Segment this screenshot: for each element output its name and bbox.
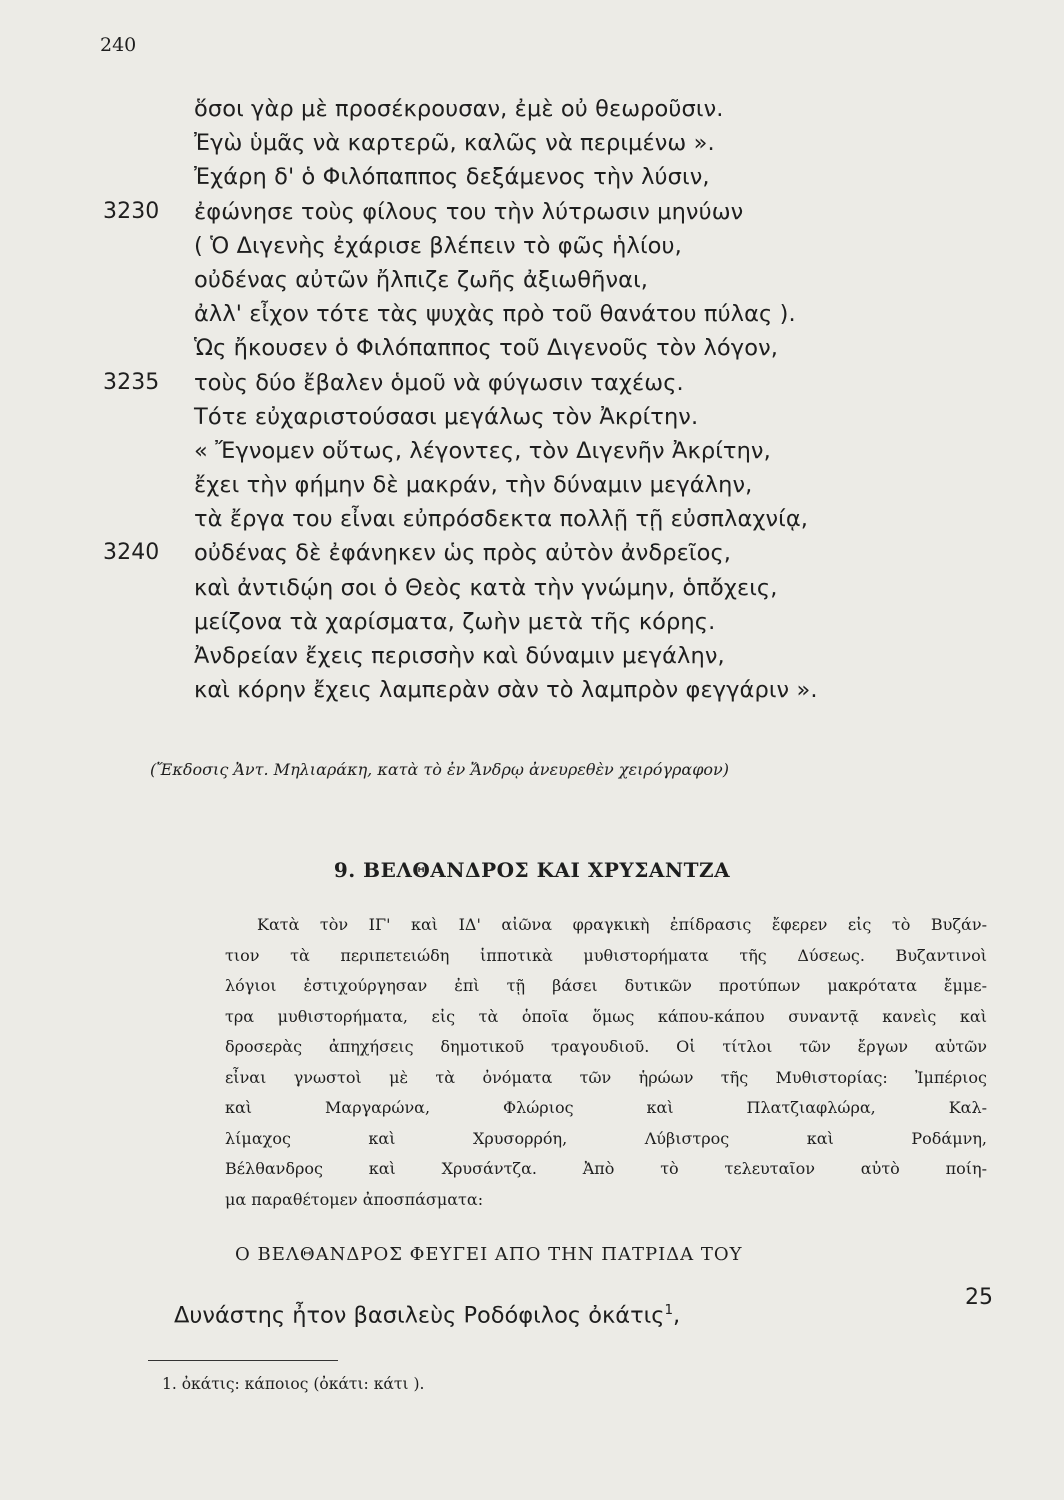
verse-line xyxy=(194,502,954,536)
verse-line xyxy=(194,297,954,331)
intro-line: λόγιοι ἐστιχούργησαν ἐπὶ τῇ βάσει δυτικῶν προτύπων μακρότατα ἔμμε- xyxy=(225,976,987,995)
footnote-divider xyxy=(148,1360,338,1361)
footnote-marker: 1 xyxy=(664,1302,674,1318)
verse-line xyxy=(194,434,954,468)
intro-line: τρα μυθιστορήματα, εἰς τὰ ὁποῖα ὅμως κάπου-κάπου συναντᾷ κανεὶς καὶ xyxy=(225,1006,987,1026)
final-verse-tail: , xyxy=(673,1302,681,1329)
verse-text: ἔχει τὴν φήμην δὲ μακράν, τὴν δύναμιν μεγάλην, xyxy=(194,472,753,499)
intro-line: καὶ Μαργαρώνα, Φλώριος καὶ Πλατζιαφλώρα, Καλ- xyxy=(225,1098,987,1117)
intro-line: εἶναι γνωστοὶ μὲ τὰ ὀνόματα τῶν ἡρώων τῆς Μυθιστορίας: Ἰμπέριος xyxy=(225,1067,987,1087)
verse-line xyxy=(194,331,954,365)
verse-line xyxy=(194,400,954,434)
intro-paragraph xyxy=(225,910,987,1215)
verse-line xyxy=(194,673,954,707)
verse-text: ὅσοι γὰρ μὲ προσέκρουσαν, ἐμὲ οὐ θεωροῦσιν. xyxy=(194,96,724,122)
verse-text: τὰ ἔργα του εἶναι εὐπρόσδεκτα πολλῇ τῇ εὐσπλαχνίᾳ, xyxy=(194,506,809,533)
verse-line xyxy=(194,639,954,673)
verse-line xyxy=(194,263,954,297)
verse-text: ( Ὁ Διγενὴς ἐχάρισε βλέπειν τὸ φῶς ἡλίου, xyxy=(194,232,682,259)
verse-text: Τότε εὐχαριστούσασι μεγάλως τὸν Ἀκρίτην. xyxy=(194,403,699,430)
verse-line xyxy=(194,571,954,605)
verse-line xyxy=(103,195,954,229)
page-number: 240 xyxy=(100,34,137,56)
intro-line: δροσερὰς ἀπηχήσεις δημοτικοῦ τραγουδιοῦ. Οἱ τίτλοι τῶν ἔργων αὐτῶν xyxy=(225,1037,987,1056)
footnote: 1. ὀκάτις: κάποιος (ὀκάτι: κάτι ). xyxy=(162,1375,425,1393)
verse-block xyxy=(103,92,954,707)
verse-text: Ἐγὼ ὑμᾶς νὰ καρτερῶ, καλῶς νὰ περιμένω ». xyxy=(194,130,715,157)
line-number: 25 xyxy=(965,1285,993,1310)
verse-text: καὶ ἀντιδῴη σοι ὁ Θεὸς κατὰ τὴν γνώμην, ὁπὄχεις, xyxy=(194,574,778,601)
intro-line: Κατὰ τὸν ΙΓ' καὶ ΙΔ' αἰῶνα φραγκικὴ ἐπίδρασις ἔφερεν εἰς τὸ Βυζάν- xyxy=(257,915,987,934)
verse-text: τοὺς δύο ἔβαλεν ὁμοῦ νὰ φύγωσιν ταχέως. xyxy=(194,369,684,396)
verse-text: ἐφώνησε τοὺς φίλους του τὴν λύτρωσιν μηνύων xyxy=(194,198,744,225)
verse-text: Ὡς ἤκουσεν ὁ Φιλόπαππος τοῦ Διγενοῦς τὸν λόγον, xyxy=(194,335,778,362)
intro-line: Βέλθανδρος καὶ Χρυσάντζα. Ἀπὸ τὸ τελευταῖον αὐτὸ ποίη- xyxy=(225,1159,987,1178)
intro-line: λίμαχος καὶ Χρυσορρόη, Λύβιστρος καὶ Ροδάμνη, xyxy=(225,1128,987,1148)
verse-text: καὶ κόρην ἔχεις λαμπερὰν σὰν τὸ λαμπρὸν φεγγάριν ». xyxy=(194,677,818,704)
line-number: 3240 xyxy=(103,540,160,566)
verse-line xyxy=(194,229,954,263)
verse-line xyxy=(194,605,954,639)
line-number: 3235 xyxy=(103,369,160,395)
verse-text: οὐδένας δὲ ἐφάνηκεν ὡς πρὸς αὐτὸν ἀνδρεῖος, xyxy=(194,540,732,567)
verse-line xyxy=(194,468,954,502)
verse-line xyxy=(103,536,954,570)
verse-line xyxy=(194,92,954,126)
subheading: Ο ΒΕΛΘΑΝΔΡΟΣ ΦΕΥΓΕΙ ΑΠΟ ΤΗΝ ΠΑΤΡΙΔΑ ΤΟΥ xyxy=(235,1244,743,1265)
source-note: (Ἔκδοσις Ἀντ. Μηλιαράκη, κατὰ τὸ ἐν Ἄνδρῳ ἀνευρεθὲν χειρόγραφον) xyxy=(150,760,730,779)
verse-text: μείζονα τὰ χαρίσματα, ζωὴν μετὰ τῆς κόρης. xyxy=(194,608,716,635)
final-verse-line xyxy=(174,1302,680,1329)
verse-line xyxy=(194,126,954,160)
verse-line xyxy=(103,366,954,400)
verse-text: ἀλλ' εἶχον τότε τὰς ψυχὰς πρὸ τοῦ θανάτου πύλας ). xyxy=(194,301,796,328)
line-number: 3230 xyxy=(103,198,160,224)
verse-text: οὐδένας αὐτῶν ἤλπιζε ζωῆς ἀξιωθῆναι, xyxy=(194,266,649,293)
final-verse-text: Δυνάστης ἦτον βασιλεὺς Ροδόφιλος ὀκάτις xyxy=(174,1302,665,1329)
verse-text: « Ἔγνομεν οὕτως, λέγοντες, τὸν Διγενῆν Ἀκρίτην, xyxy=(194,437,771,464)
section-heading: 9. ΒΕΛΘΑΝΔΡΟΣ ΚΑΙ ΧΡΥΣΑΝΤΖΑ xyxy=(333,858,731,882)
intro-line: μα παραθέτομεν ἀποσπάσματα: xyxy=(225,1189,484,1209)
verse-text: Ἀνδρείαν ἔχεις περισσὴν καὶ δύναμιν μεγάλην, xyxy=(194,643,725,669)
verse-text: Ἐχάρη δ' ὁ Φιλόπαππος δεξάμενος τὴν λύσιν, xyxy=(194,164,710,191)
verse-line xyxy=(194,160,954,194)
intro-line: τιον τὰ περιπετειώδη ἱπποτικὰ μυθιστορήματα τῆς Δύσεως. Βυζαντινοὶ xyxy=(225,945,987,965)
